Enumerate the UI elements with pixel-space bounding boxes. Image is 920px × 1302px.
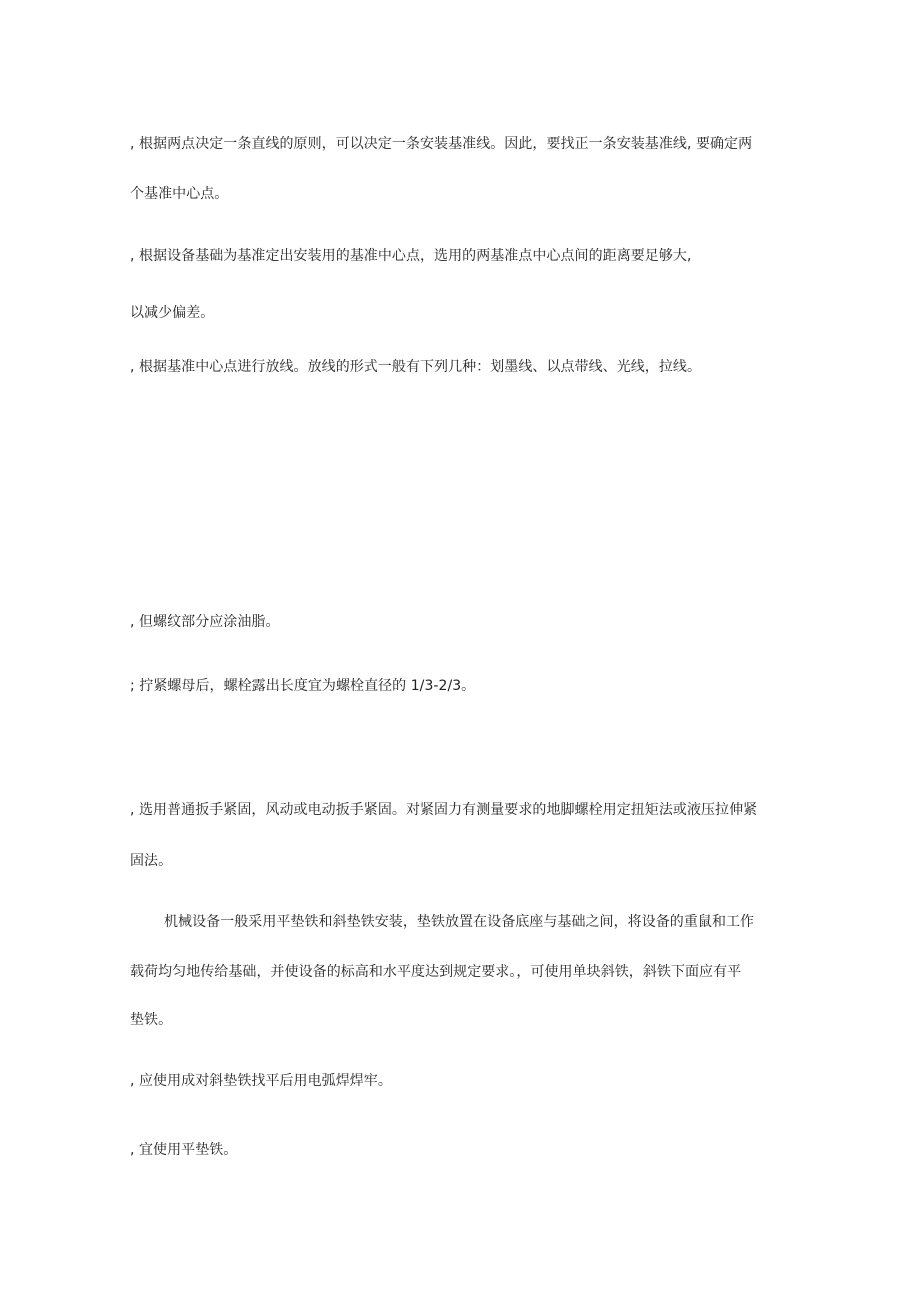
text-line-1: , 根据两点决定一条直线的原则，可以决定一条安装基准线。因此，要找正一条安装基准线, 要确定两: [130, 136, 753, 152]
text-line-13: , 应使用成对斜垫铁找平后用电弧焊焊牢。: [130, 1073, 392, 1089]
text-line-12: 垫铁。: [130, 1012, 173, 1028]
text-line-7: ; 拧紧螺母后，螺栓露出长度宜为螺栓直径的 1/3-2/3。: [130, 678, 476, 694]
text-line-4: 以减少偏差。: [130, 305, 215, 321]
text-line-9: 固法。: [130, 853, 173, 869]
text-line-10: 机械设备一般采用平垫铁和斜垫铁安装，垫铁放置在设备底座与基础之间，将设备的重鼠和工作: [164, 914, 755, 930]
text-line-14: , 宜使用平垫铁。: [130, 1142, 238, 1158]
text-line-11: 载荷均匀地传给基础，并使设备的标高和水平度达到规定要求。，可使用单块斜铁，斜铁下面应有平: [130, 964, 742, 980]
text-line-2: 个基准中心点。: [130, 186, 229, 202]
text-line-6: , 但螺纹部分应涂油脂。: [130, 614, 280, 630]
text-line-8: , 选用普通扳手紧固，风动或电动扳手紧固。对紧固力有测量要求的地脚螺栓用定扭矩法或液压拉伸紧: [130, 802, 758, 818]
text-line-3: , 根据设备基础为基准定出安装用的基准中心点，选用的两基准点中心点间的距离要足够大,: [130, 248, 692, 264]
text-line-5: , 根据基准中心点进行放线。放线的形式一般有下列几种：划墨线、以点带线、光线，拉线。: [130, 359, 701, 375]
